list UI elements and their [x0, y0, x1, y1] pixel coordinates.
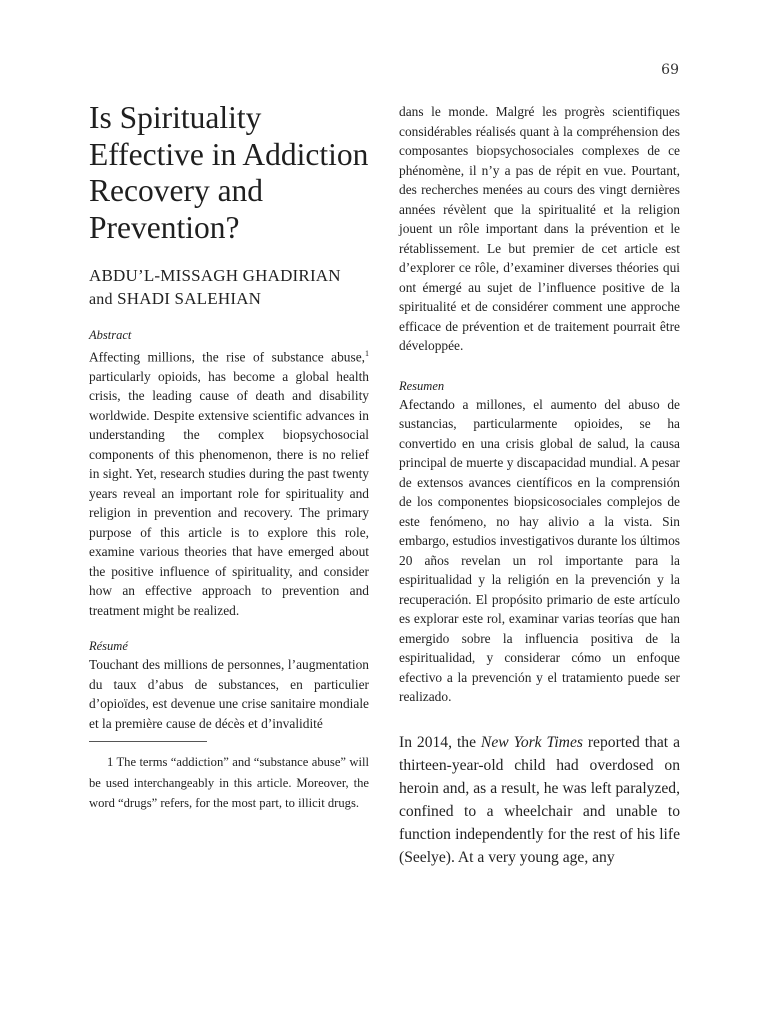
right-column	[399, 102, 680, 869]
authors	[89, 264, 369, 311]
publication-name: New York Times	[480, 733, 583, 751]
author-name-2: SHADI SALEHIAN	[117, 289, 262, 308]
article-title: Is Spirituality Effective in Addiction Recovery and Prevention?	[89, 100, 369, 245]
resumen-heading: Resumen	[399, 378, 445, 393]
abstract-text-rest: particularly opioids, has become a global health crisis, the leading cause of death and disability worldwide. Despite extensive scientific advances in understanding the complex biopsychosocial components of this phenomenon, there is no relief in sight. Yet, research studies during the past twenty years reveal an important role for spirituality and religion in prevention and recovery. The primary purpose of this article is to explore this role, examine various theories that have emerged about the positive influence of spirituality, and consider how an effective approach to prevention and treatment might be realized.	[89, 368, 369, 618]
main-text-rest: reported that a thirteen-year-old child had overdosed on heroin and, as a result, he was left paralyzed, confined to a wheelchair and unable to function independently for the rest of his life (Seelye). At a very young age, any	[399, 733, 680, 866]
abstract-text	[89, 344, 369, 620]
footnote-rule	[89, 741, 207, 742]
resume-text-right: dans le monde. Malgré les progrès scientifiques considérables réalisés quant à la compréhension des composantes biopsychosociales complexes de ce phénomène, il n’y a pas de répit en vue. Pourtant, des recherches menées au cours des vingt dernières années révèlent que la spiritualité et la religion jouent un rôle important dans la prévention et le rétablissement. Le but premier de cet article est d’explorer ce rôle, d’examiner diverses théories qui ont émergé au sujet de l’influence positive de la spiritualité et de considérer comment une approche efficace de prévention et de traitement pourrait être développée.	[399, 104, 680, 353]
page-number: 69	[661, 62, 679, 78]
abstract-text-start: Affecting millions, the rise of substance abuse,	[89, 349, 365, 365]
main-body-text	[399, 731, 680, 869]
resumen-text: Afectando a millones, el aumento del abuso de sustancias, particularmente opioides, se ha convertido en una crisis global de salud, la causa principal de muerte y discapacidad mundial. A pesar de extensos avances científicos en la comprensión de los componentes biopsicosociales complejos de este fenómeno, no hay alivio a la vista. Sin embargo, estudios investigativos durante los últimos 20 años revelan un rol importante para la espiritualidad y la religión en la prevención y la recuperación. El propósito primario de este artículo es explorar este rol, examinar varias teorías que han emergido sobre la influencia positiva de la espiritualidad, y considerar cómo un enfoque efectivo a la prevención y el tratamiento puede ser realizado.	[399, 396, 680, 704]
main-text-start: In 2014, the	[399, 733, 481, 751]
footnote	[89, 752, 369, 814]
author-line-2	[89, 287, 369, 311]
footnote-reference: 1	[365, 349, 369, 358]
left-column	[89, 100, 369, 814]
resume-heading: Résumé	[89, 639, 128, 654]
abstract-heading: Abstract	[89, 328, 132, 342]
resume-text-left: Touchant des millions de personnes, l’augmentation du taux d’abus de substances, en particulier d’opioïdes, est devenue une crise sanitaire mondiale et la première cause de décès et d’invalidité	[89, 657, 369, 731]
author-line-1: ABDU’L-MISSAGH GHADIRIAN	[89, 266, 341, 285]
footnote-text: The terms “addiction” and “substance abuse” will be used interchangeably in this article. Moreover, the word “drugs” refers, for the most part, to illicit drugs.	[89, 755, 369, 811]
authors-conjunction: and	[89, 291, 113, 308]
footnote-number: 1	[107, 755, 114, 770]
